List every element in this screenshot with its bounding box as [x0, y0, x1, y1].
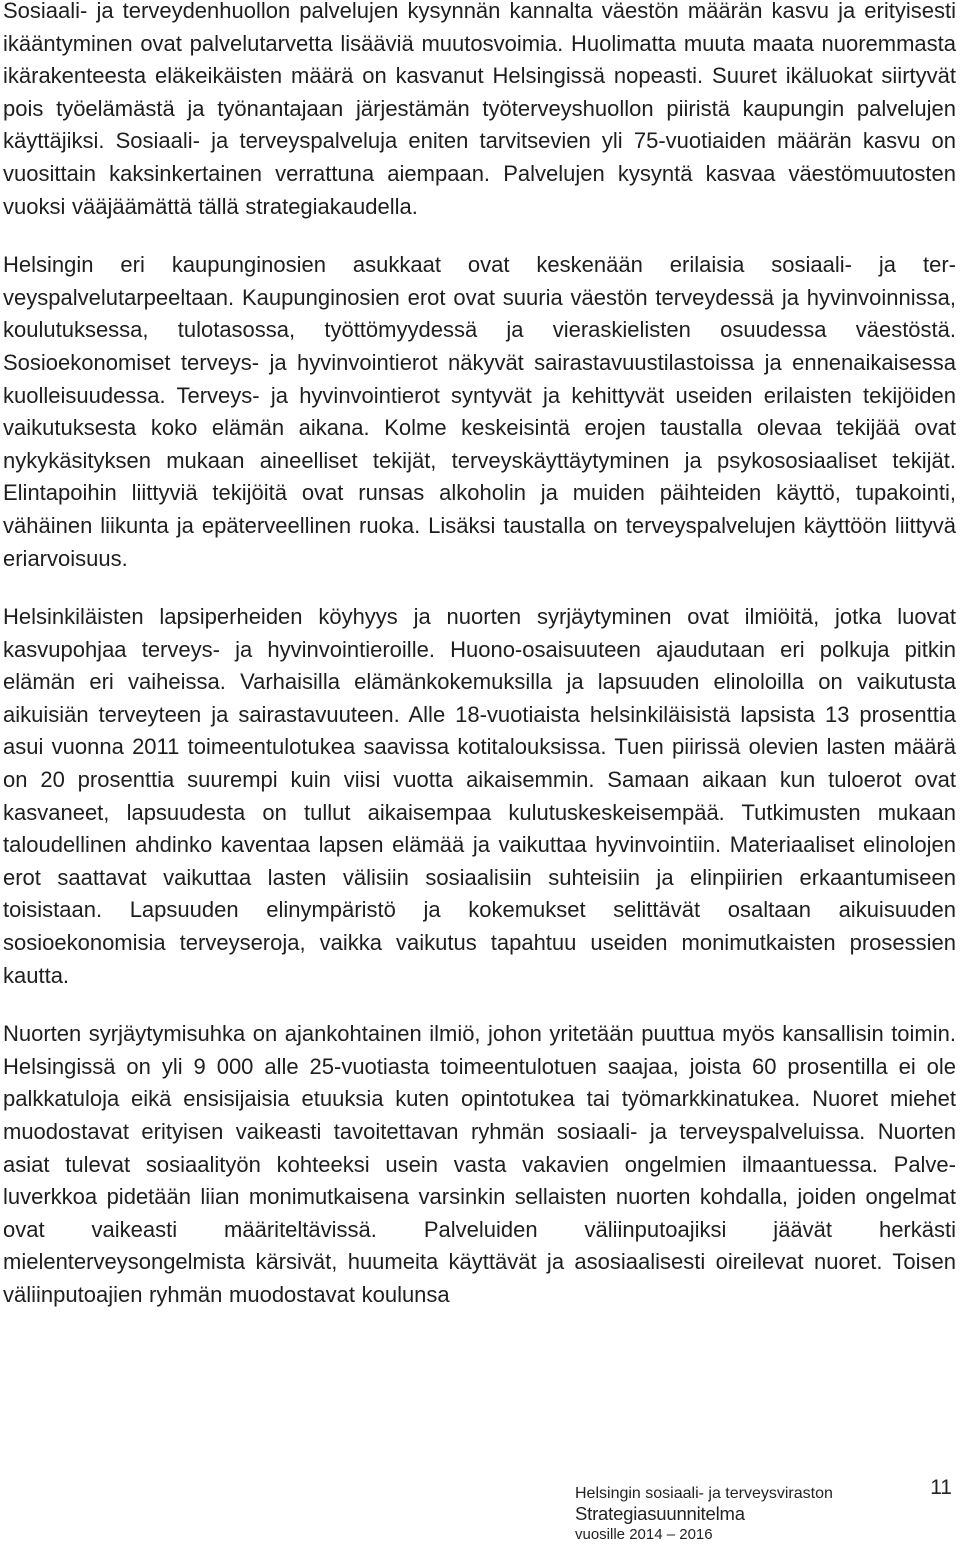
paragraph-3: Helsinkiläisten lapsiperheiden köyhyys ja nuorten syrjäytyminen ovat ilmiöitä, jotka luovat kasvupohjaa terveys- ja hyvinvointieroille. Huono-osaisuuteen ajaudutaan eri polkuja pitkin elämän eri vaiheissa. Varhaisilla elämänkokemuksilla ja lapsuuden elinoloilla on vaikutusta aikuisiän terveyteen ja sairastavuuteen. Alle 18-vuotiaista helsinkiläisistä lapsista 13 prosenttia asui vuonna 2011 toimeentulotukea saavissa kotitalouksissa. Tuen piirissä olevien lasten määrä on 20 prosenttia suurempi kuin viisi vuotta aikaisemmin. Samaan aikaan kun tuloerot ovat kasvaneet, lapsuudesta on tullut aikaisempaa kulutuskeskeisempää. Tutkimusten mukaan taloudellinen ahdinko kaventaa lapsen elämää ja vaikuttaa hyvinvointiin. Materiaaliset elinolojen erot saattavat vaikuttaa lasten välisiin sosiaalisiin suhteisiin ja elinpiirien erkaantumiseen toisistaan. Lapsuuden elinympäristö ja kokemukset selittävät osaltaan aikuisuuden sosioekonomisia terveyseroja, vaikka vaikutus tapahtuu useiden monimutkaisten prosessien kautta.: [3, 604, 956, 988]
body-text: [3, 0, 956, 1338]
paragraph-2: Helsingin eri kaupunginosien asukkaat ovat keskenään erilaisia sosiaali- ja terveyspalvelutarpeeltaan. Kaupunginosien erot ovat suuria väestön terveydessä ja hyvinvoinnissa, koulutuksessa, tulotasossa, työttömyydessä ja vieraskielisten osuudessa väestöstä. Sosioekonomiset terveys- ja hyvinvointierot näkyvät sairastavuustilastoissa ja ennenaikaisessa kuolleisuudessa. Terveys- ja hyvinvointierot syntyvät ja kehittyvät useiden erilaisten tekijöiden vaikutuksesta koko elämän aikana. Kolme keskeisintä erojen taustalla olevaa tekijää ovat nykykäsityksen mukaan aineelliset tekijät, terveyskäyttäytyminen ja psykososiaaliset tekijät. Elintapoihin liittyviä tekijöitä ovat runsas alkoholin ja muiden päihteiden käyttö, tupakointi, vähäinen liikunta ja epäterveellinen ruoka. Lisäksi taustalla on terveyspalvelujen käyttöön liittyvä eriarvoisuus.: [3, 252, 956, 571]
paragraph-4: Nuorten syrjäytymisuhka on ajankohtainen ilmiö, johon yritetään puuttua myös kansallisin toimin. Helsingissä on yli 9 000 alle 25-vuotiasta toimeentulotuen saajaa, joista 60 prosentilla ei ole palkkatuloja eikä ensisijaisia etuuksia kuten opintotukea tai työmarkkinatukea. Nuoret miehet muodostavat erityisen vaikeasti tavoitettavan ryhmän sosiaali- ja terveyspalveluissa. Nuorten asiat tulevat sosiaalityön kohteeksi usein vasta vakavien ongelmien ilmaantuessa. Palveluverkkoa pidetään liian monimutkaisena varsinkin sellaisten nuorten kohdalla, joiden ongelmat ovat vaikeasti määriteltävissä. Palveluiden väliinputoajiksi jäävät herkästi mielenterveysongelmista kärsivät, huumeita käyttävät ja asosiaalisesti oireilevat nuoret. Toisen väliinputoajien ryhmän muodostavat koulunsa: [3, 1021, 956, 1307]
footer-organization: Helsingin sosiaali- ja terveysviraston: [575, 1485, 833, 1502]
paragraph-1: Sosiaali- ja terveydenhuollon palvelujen kysynnän kannalta väestön määrän kasvu ja erityisesti ikääntyminen ovat palvelutarvetta lisääviä muutosvoimia. Huolimatta muuta maata nuoremmasta ikärakenteesta eläkeikäisten määrä on kasvanut Helsingissä nopeasti. Suuret ikäluokat siirtyvät pois työelämästä ja työnantajaan järjestämän työterveyshuollon piiristä kaupungin palvelujen käyttäjiksi. Sosiaali- ja terveyspalveluja eniten tarvitsevien yli 75-vuotiaiden määrän kasvu on vuosittain kaksinkertainen verrattuna aiempaan. Palvelujen kysyntä kasvaa väestömuutosten vuoksi vääjäämättä tällä strategiakaudella.: [3, 0, 956, 219]
page-footer: [575, 1476, 955, 1544]
footer-period: vuosille 2014 – 2016: [575, 1526, 713, 1543]
footer-document-title: Strategiasuunnitelma: [575, 1503, 745, 1524]
page-number: 11: [930, 1476, 952, 1499]
